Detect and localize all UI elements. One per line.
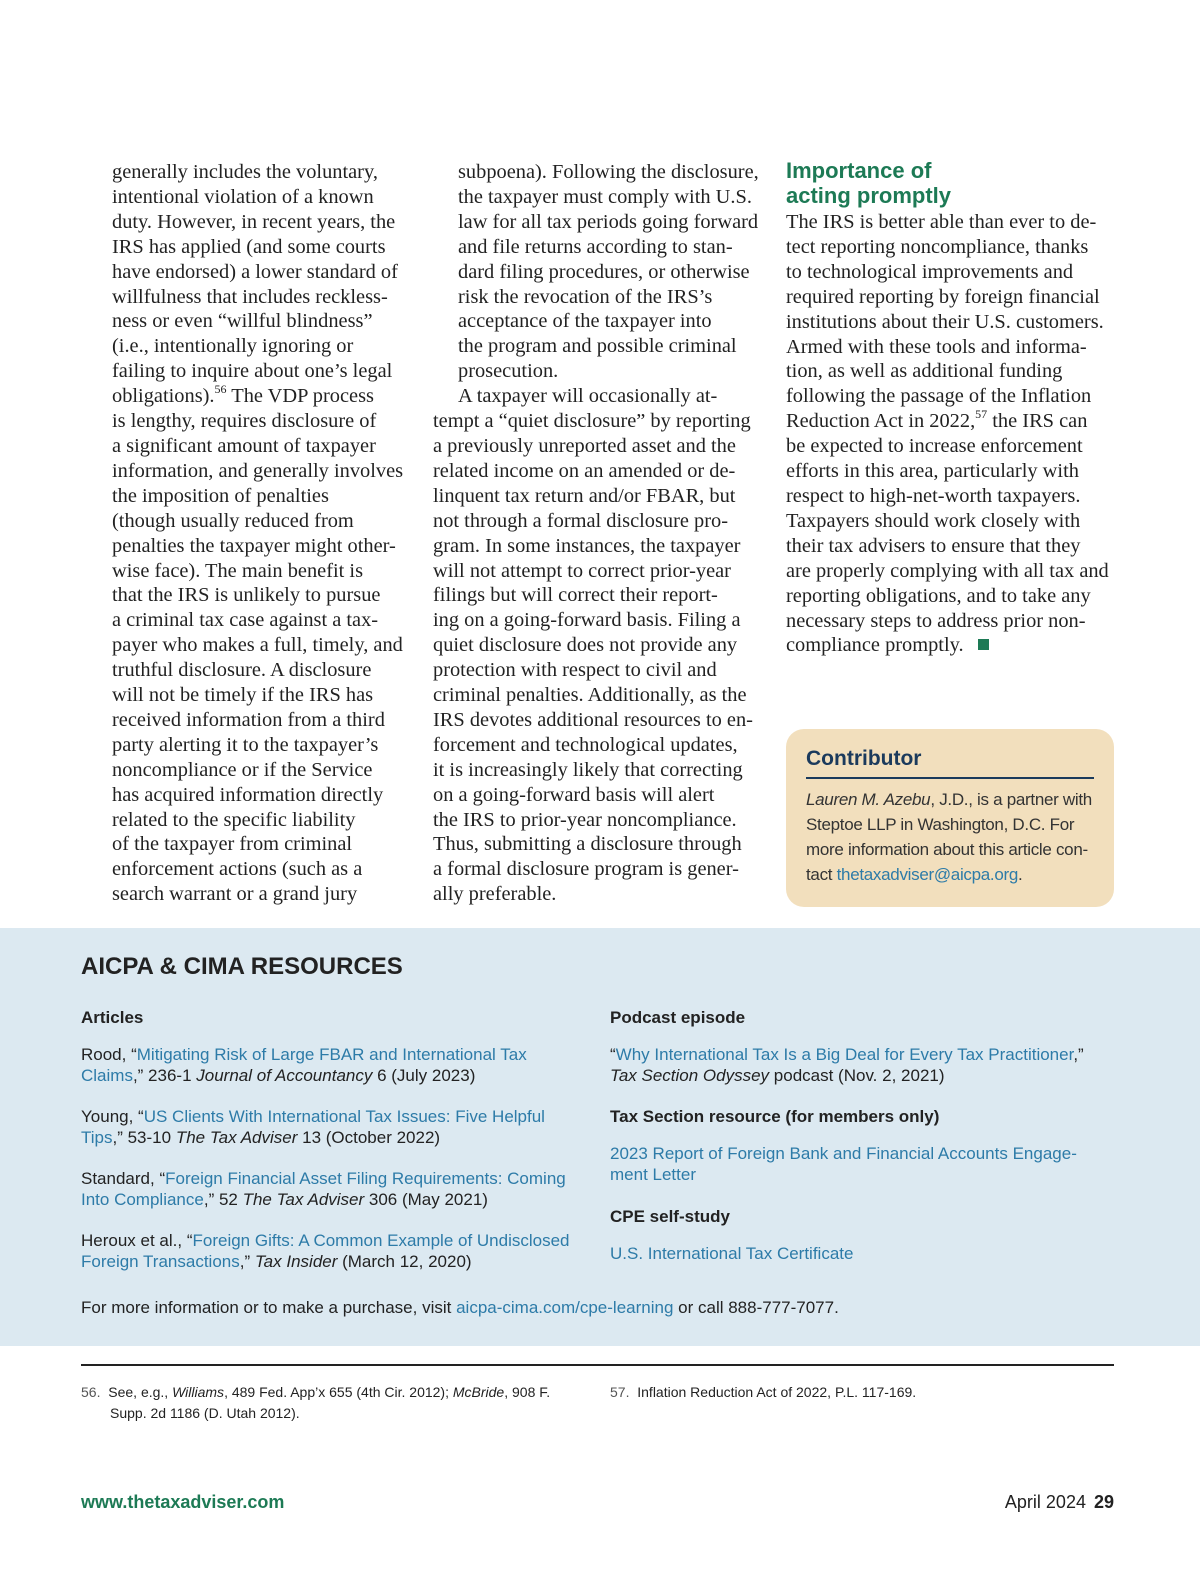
text-fragment: or call 888-777-7077.: [673, 1298, 839, 1317]
article-link[interactable]: Foreign Financial Asset Filing Requirements: Coming: [165, 1169, 566, 1188]
text-line: respect to high-net-worth taxpayers.: [786, 484, 1081, 507]
heading-line: acting promptly: [786, 183, 952, 208]
text-line: is lengthy, requires disclosure of: [112, 410, 377, 433]
end-of-article-icon: [978, 639, 989, 650]
text-line: related to the specific liability: [112, 808, 356, 831]
article-link[interactable]: Mitigating Risk of Large FBAR and International Tax: [136, 1045, 527, 1064]
article-link[interactable]: US Clients With International Tax Issues: Five Helpful: [143, 1107, 545, 1126]
text-line: necessary steps to address prior non-: [786, 609, 1086, 632]
footer-website-link[interactable]: www.thetaxadviser.com: [81, 1492, 285, 1512]
contributor-title: Contributor: [806, 747, 1094, 779]
cpe-link[interactable]: U.S. International Tax Certificate: [610, 1244, 854, 1263]
cpe-item: [610, 1243, 1120, 1264]
footnote-57: [610, 1382, 1110, 1403]
resources-title: AICPA & CIMA RESOURCES: [81, 953, 403, 980]
article-link[interactable]: Foreign Gifts: A Common Example of Undisclosed: [192, 1231, 570, 1250]
text-line: be expected to increase enforcement: [786, 435, 1083, 458]
text-line: forcement and technological updates,: [433, 733, 738, 756]
text-line: reporting obligations, and to take any: [786, 584, 1091, 607]
text-line: [81, 1044, 591, 1065]
text-line: dard filing procedures, or otherwise: [458, 260, 750, 283]
text-line: Steptoe LLP in Washington, D.C. For: [806, 815, 1075, 834]
footnote-number: 56.: [81, 1384, 101, 1400]
podcast-link[interactable]: Why International Tax Is a Big Deal for Every Tax Practitioner: [615, 1045, 1074, 1064]
text-line: IRS has applied (and some courts: [112, 235, 386, 258]
text-line: [806, 862, 1094, 887]
article-link[interactable]: Foreign Transactions: [81, 1252, 240, 1271]
contributor-name: Lauren M. Azebu: [806, 790, 931, 809]
text-line: institutions about their U.S. customers.: [786, 310, 1104, 333]
article-column-1: [112, 160, 412, 907]
text-fragment: ,”: [1073, 1045, 1084, 1064]
text-line: Thus, submitting a disclosure through: [433, 833, 742, 856]
text-line: [81, 1168, 591, 1189]
footnote-ref-57[interactable]: 57: [975, 407, 988, 422]
text-line: party alerting it to the taxpayer’s: [112, 733, 379, 756]
text-line: tion, as well as additional funding: [786, 360, 1063, 383]
text-line: [806, 787, 1094, 812]
text-fragment: Heroux et al., “: [81, 1231, 193, 1250]
text-line: intentional violation of a known: [112, 185, 374, 208]
podcast-show-name: Tax Section Odyssey: [610, 1066, 770, 1085]
text-line: on a going-forward basis will alert: [433, 783, 715, 806]
text-fragment: Inflation Reduction Act of 2022, P.L. 117-169.: [637, 1384, 917, 1400]
issue-date: April 2024: [1004, 1492, 1086, 1512]
text-line: will not attempt to correct prior-year: [433, 559, 731, 582]
resource-article: [81, 1106, 591, 1148]
text-line: penalties the taxpayer might other-: [112, 534, 396, 557]
text-line: related income on an amended or de-: [433, 459, 736, 482]
text-line: efforts in this area, particularly with: [786, 460, 1079, 483]
podcast-label: Podcast episode: [610, 1008, 746, 1027]
footnote-56: [81, 1382, 581, 1424]
text-line: risk the revocation of the IRS’s: [458, 285, 713, 308]
text-fragment: ,” 236-1: [132, 1066, 197, 1085]
text-fragment: podcast (Nov. 2, 2021): [769, 1066, 945, 1085]
text-fragment: Rood, “: [81, 1045, 137, 1064]
text-line: of the taxpayer from criminal: [112, 833, 353, 856]
text-line: [786, 409, 1116, 434]
resources-panel: [0, 928, 1200, 1346]
text-line: information, and generally involves: [112, 459, 404, 482]
page-number: 29: [1093, 1492, 1114, 1512]
text-fragment: compliance promptly.: [786, 634, 964, 657]
tax-section-label: Tax Section resource (for members only): [610, 1107, 940, 1126]
text-line: Armed with these tools and informa-: [786, 335, 1087, 358]
text-line: has acquired information directly: [112, 783, 384, 806]
text-fragment: , 908 F.: [504, 1384, 551, 1400]
text-line: Supp. 2d 1186 (D. Utah 2012).: [110, 1405, 300, 1421]
text-line: the imposition of penalties: [112, 484, 329, 507]
article-column-3: [786, 210, 1116, 658]
text-line: enforcement actions (such as a: [112, 858, 363, 881]
footer-issue-info: [1005, 1492, 1114, 1513]
text-line: quiet disclosure does not provide any: [433, 634, 738, 657]
text-line: following the passage of the Inflation: [786, 385, 1092, 408]
text-fragment: Young, “: [81, 1107, 144, 1126]
text-fragment: obligations).: [112, 385, 215, 408]
journal-name: The Tax Adviser: [175, 1128, 298, 1147]
text-line: the program and possible criminal: [458, 335, 737, 358]
text-line: The IRS is better able than ever to de-: [786, 211, 1097, 233]
article-column-2: [433, 160, 763, 907]
text-line: a criminal tax case against a tax-: [112, 609, 379, 632]
text-line: will not be timely if the IRS has: [112, 684, 374, 707]
text-line: law for all tax periods going forward: [458, 210, 759, 233]
text-fragment: ,”: [239, 1252, 255, 1271]
text-line: wise face). The main benefit is: [112, 559, 364, 582]
footnote-divider: [81, 1364, 1114, 1366]
text-fragment: , 489 Fed. App’x 655 (4th Cir. 2012);: [224, 1384, 453, 1400]
text-line: it is increasingly likely that correcting: [433, 758, 743, 781]
tax-section-link[interactable]: ment Letter: [610, 1165, 696, 1184]
text-line: IRS devotes additional resources to en-: [433, 708, 753, 731]
footnote-ref-56[interactable]: 56: [214, 382, 227, 397]
heading-line: Importance of: [786, 158, 932, 183]
text-line: required reporting by foreign financial: [786, 285, 1100, 308]
text-line: [786, 633, 1116, 658]
text-line: are properly complying with all tax and: [786, 559, 1109, 582]
text-line: more information about this article con-: [806, 840, 1088, 859]
text-line: (i.e., intentionally ignoring or: [112, 335, 354, 358]
contributor-email-link[interactable]: thetaxadviser@aicpa.org: [836, 865, 1019, 884]
text-line: to technological improvements and: [786, 260, 1074, 283]
text-fragment: The VDP process: [226, 385, 374, 408]
text-line: truthful disclosure. A disclosure: [112, 659, 372, 682]
text-line: prosecution.: [458, 360, 559, 383]
more-info-line: [81, 1297, 981, 1318]
text-line: their tax advisers to ensure that they: [786, 534, 1081, 557]
text-line: a significant amount of taxpayer: [112, 434, 376, 457]
text-line: [610, 1382, 1110, 1403]
text-line: tempt a “quiet disclosure” by reporting: [433, 410, 751, 433]
article-link[interactable]: Tips: [81, 1128, 113, 1147]
text-fragment: Reduction Act in 2022,: [786, 410, 976, 433]
text-line: duty. However, in recent years, the: [112, 210, 396, 233]
text-line: subpoena). Following the disclosure,: [458, 161, 759, 183]
text-line: ally preferable.: [433, 883, 557, 906]
text-fragment: ,” 53-10: [112, 1128, 176, 1147]
resource-article: [81, 1230, 591, 1272]
text-line: not through a formal disclosure pro-: [433, 509, 729, 532]
podcast-item: [610, 1044, 1120, 1086]
case-name: McBride: [452, 1384, 505, 1400]
cpe-learning-link[interactable]: aicpa-cima.com/cpe-learning: [456, 1298, 674, 1317]
text-line: have endorsed) a lower standard of: [112, 260, 398, 283]
text-line: search warrant or a grand jury: [112, 883, 358, 906]
tax-section-item: [610, 1143, 1120, 1185]
journal-name: Journal of Accountancy: [196, 1066, 373, 1085]
text-line: gram. In some instances, the taxpayer: [433, 534, 741, 557]
text-line: filings but will correct their report-: [433, 584, 718, 607]
text-line: noncompliance or if the Service: [112, 758, 373, 781]
text-fragment: , J.D., is a partner with: [930, 790, 1092, 809]
text-line: linquent tax return and/or FBAR, but: [433, 484, 736, 507]
text-line: [81, 1230, 591, 1251]
article-link[interactable]: Claims: [81, 1066, 133, 1085]
text-line: ing on a going-forward basis. Filing a: [433, 609, 741, 632]
text-fragment: “: [610, 1045, 616, 1064]
text-line: [81, 1065, 591, 1086]
text-fragment: See, e.g.,: [108, 1384, 173, 1400]
tax-section-link[interactable]: 2023 Report of Foreign Bank and Financial Accounts Engage-: [610, 1144, 1077, 1163]
contributor-bio: [806, 787, 1094, 887]
text-line: criminal penalties. Additionally, as the: [433, 684, 747, 707]
journal-name: The Tax Adviser: [242, 1190, 365, 1209]
text-line: A taxpayer will occasionally at-: [458, 385, 718, 408]
text-fragment: 13 (October 2022): [297, 1128, 441, 1147]
text-line: tect reporting noncompliance, thanks: [786, 235, 1089, 258]
text-fragment: For more information or to make a purchase, visit: [81, 1298, 457, 1317]
article-link[interactable]: Into Compliance: [81, 1190, 204, 1209]
text-line: [610, 1044, 1120, 1065]
text-line: the IRS to prior-year noncompliance.: [433, 808, 737, 831]
text-line: [81, 1382, 581, 1403]
text-line: a previously unreported asset and the: [433, 434, 736, 457]
text-line: acceptance of the taxpayer into: [458, 310, 712, 333]
text-fragment: 6 (July 2023): [372, 1066, 476, 1085]
text-line: a formal disclosure program is gener-: [433, 858, 739, 881]
contributor-box: [786, 729, 1114, 907]
footnote-number: 57.: [610, 1384, 630, 1400]
text-line: [610, 1065, 1120, 1086]
text-line: willfulness that includes reckless-: [112, 285, 388, 308]
text-line: generally includes the voluntary,: [112, 161, 378, 183]
text-line: received information from a third: [112, 708, 385, 731]
cpe-label: CPE self-study: [610, 1207, 730, 1226]
text-fragment: the IRS can: [987, 410, 1088, 433]
case-name: Williams: [172, 1384, 225, 1400]
text-line: ness or even “willful blindness”: [112, 310, 373, 333]
journal-name: Tax Insider: [254, 1252, 338, 1271]
text-line: and file returns according to stan-: [458, 235, 733, 258]
text-line: failing to inquire about one’s legal: [112, 360, 393, 383]
text-line: [81, 1106, 591, 1127]
text-fragment: Standard, “: [81, 1169, 166, 1188]
text-fragment: tact: [806, 865, 837, 884]
text-line: protection with respect to civil and: [433, 659, 717, 682]
text-line: [81, 1127, 591, 1148]
text-line: [81, 1251, 591, 1272]
text-line: [112, 384, 412, 409]
text-line: Taxpayers should work closely with: [786, 509, 1081, 532]
text-line: [81, 1189, 591, 1210]
text-line: [81, 1297, 981, 1318]
section-heading: [786, 158, 1116, 208]
text-fragment: (March 12, 2020): [337, 1252, 472, 1271]
text-line: that the IRS is unlikely to pursue: [112, 584, 381, 607]
articles-label: Articles: [81, 1008, 144, 1027]
text-fragment: 306 (May 2021): [364, 1190, 488, 1209]
text-line: the taxpayer must comply with U.S.: [458, 185, 752, 208]
text-line: (though usually reduced from: [112, 509, 354, 532]
resource-article: [81, 1044, 591, 1086]
text-fragment: ,” 52: [203, 1190, 243, 1209]
resource-article: [81, 1168, 591, 1210]
text-line: payer who makes a full, timely, and: [112, 634, 403, 657]
text-fragment: .: [1018, 865, 1023, 884]
